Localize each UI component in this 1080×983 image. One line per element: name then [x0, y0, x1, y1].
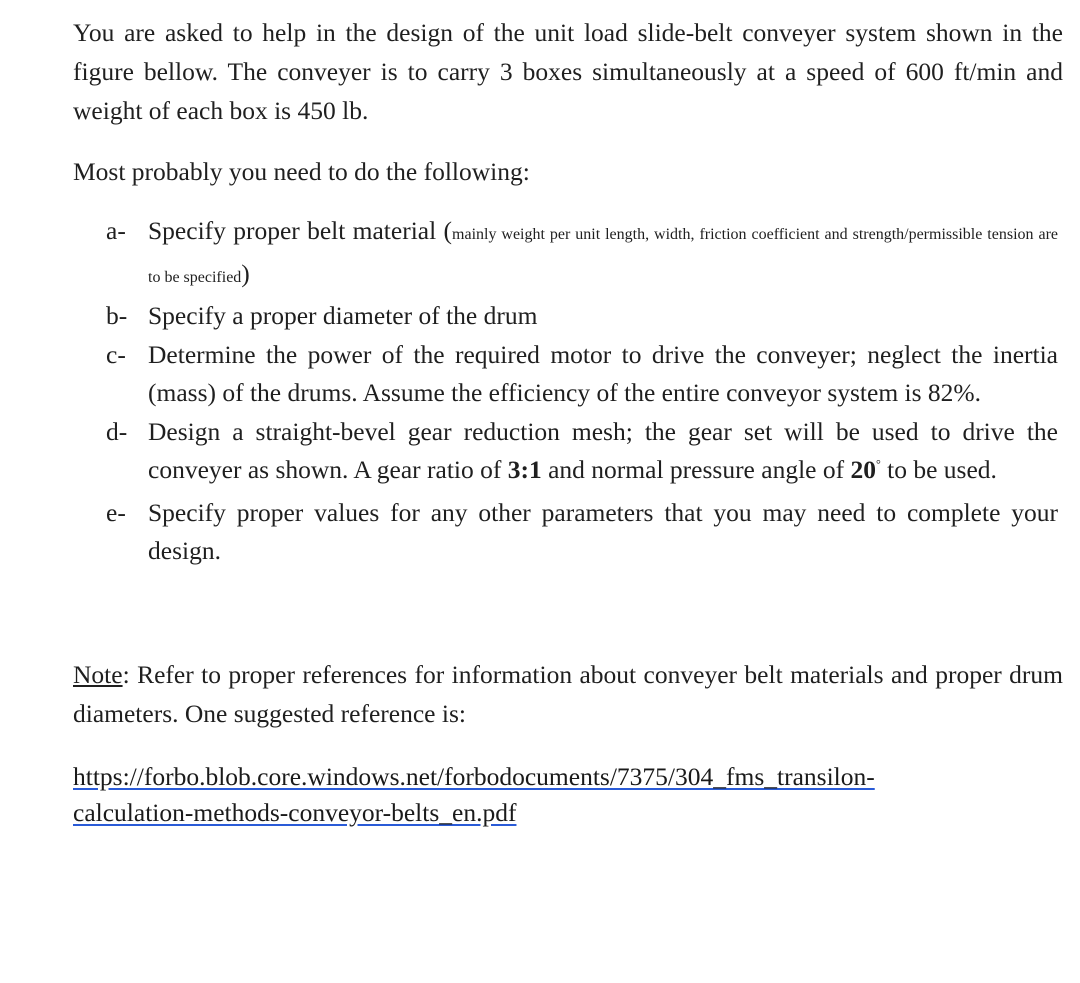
note-label: Note: [73, 660, 123, 689]
list-item-text: and normal pressure angle of: [541, 455, 851, 484]
list-item-a: [106, 212, 1066, 297]
list-item-d: [106, 413, 1066, 490]
intro-paragraph: You are asked to help in the design of the unit load slide-belt conveyer system shown in the figure bellow. The conveyer is to carry 3 boxes simultaneously at a speed of 600 ft/min and weight of each box is 450 lb.: [73, 18, 1063, 125]
gear-ratio: 3:1: [507, 455, 542, 484]
list-item-text: Determine the power of the required motor to drive the conveyer; neglect the inertia (mass) of the drums. Assume the efficiency of the entire conveyor system is 82%.: [148, 339, 1058, 407]
closing-paren: ): [241, 258, 250, 288]
list-item-b: [106, 297, 1066, 336]
note-text: : Refer to proper references for information about conveyer belt materials and proper drum diameters. One suggested reference is:: [73, 660, 1063, 728]
list-item-text: Specify a proper diameter of the drum: [148, 301, 538, 330]
lead-sentence: Most probably you need to do the following:: [73, 157, 530, 186]
reference-link-line1: https://forbo.blob.core.windows.net/forbodocuments/7375/304_fms_transilon-: [73, 762, 875, 791]
list-marker: e-: [106, 497, 126, 527]
list-item-c: [106, 336, 1066, 413]
list-marker: c-: [106, 339, 126, 369]
list-marker: a-: [106, 216, 126, 245]
pressure-angle: 20: [850, 455, 876, 484]
list-item-note: mainly weight per unit length, width, friction coefficient and strength/permissible tension are to be specified: [148, 226, 1058, 286]
reference-link-block: [73, 759, 1063, 831]
note-paragraph: [73, 655, 1063, 733]
reference-link[interactable]: [73, 762, 875, 827]
reference-link-line2: calculation-methods-conveyor-belts_en.pdf: [73, 798, 517, 827]
list-marker: d-: [106, 416, 128, 446]
task-list: [106, 212, 1066, 571]
list-item-text: Specify proper values for any other parameters that you may need to complete your design.: [148, 497, 1058, 565]
list-item-e: [106, 494, 1066, 571]
list-item-text: Specify proper belt material (: [148, 216, 453, 245]
degree-symbol: °: [875, 457, 881, 471]
list-item-text: to be used.: [880, 455, 997, 484]
list-item-text: Design a straight-bevel gear reduction mesh; the gear set will be used to drive the conveyer as shown. A gear ratio of: [148, 416, 1058, 484]
list-marker: b-: [106, 301, 128, 330]
